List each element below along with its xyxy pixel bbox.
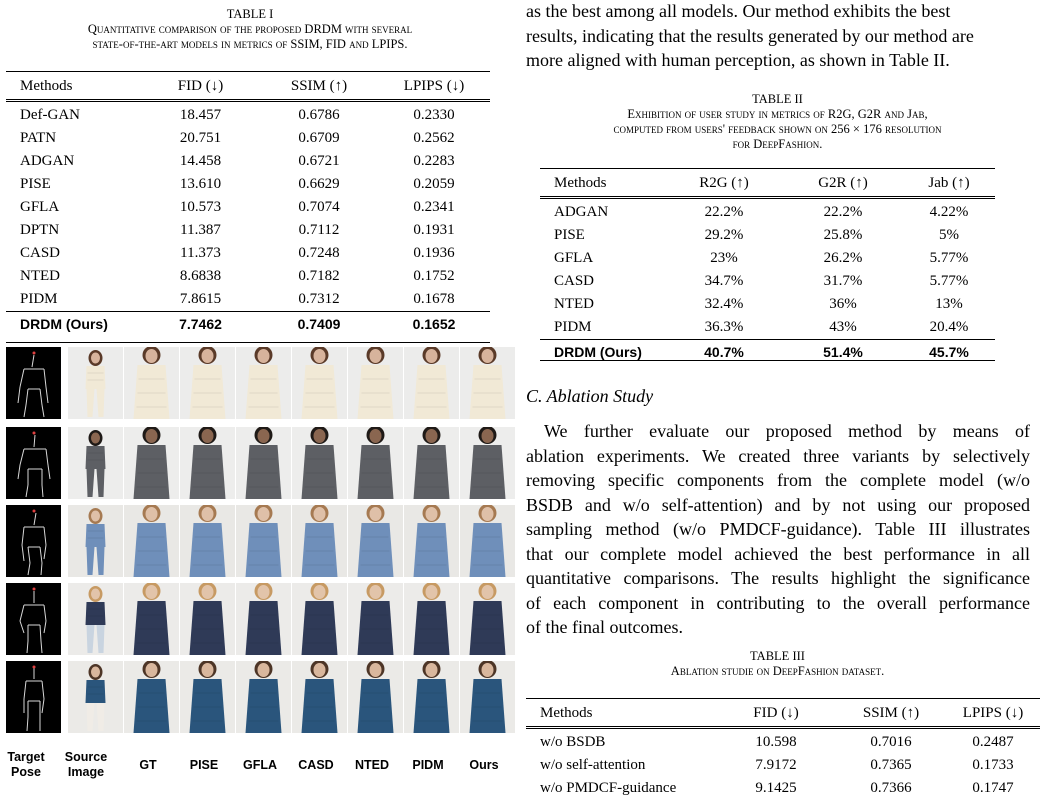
generated-person-image	[460, 347, 515, 419]
table-row	[6, 101, 490, 128]
generated-person-image	[404, 583, 459, 655]
metric-value: 5.77%	[929, 250, 969, 266]
table1-caption	[0, 7, 500, 52]
generated-person-image	[180, 583, 235, 655]
metric-value: 0.1931	[413, 222, 455, 238]
target-pose-image	[6, 427, 61, 499]
table3	[526, 701, 1040, 800]
table2	[540, 171, 995, 363]
figure-label: GT	[139, 758, 157, 772]
target-pose-image	[6, 583, 61, 655]
table3-header-0: Methods	[526, 701, 716, 728]
generated-person-image	[292, 347, 347, 419]
intro-line-2: results, indicating that the results generated by our method are	[526, 25, 974, 46]
metric-value: 0.7409	[260, 312, 378, 336]
table3-caption	[520, 649, 1035, 679]
section-heading: C. Ablation Study	[526, 386, 654, 406]
method-name: PISE	[20, 176, 51, 192]
figure-label: CASD	[298, 758, 334, 772]
metric-value: 32.4%	[704, 296, 744, 312]
metric-value: 34.7%	[704, 273, 744, 289]
generated-person-image	[292, 427, 347, 499]
generated-person-image	[460, 505, 515, 577]
metric-value: 11.373	[180, 245, 221, 261]
metric-value: 7.7462	[141, 312, 260, 336]
ablation-line: that our complete model achieved the best performance in all	[526, 543, 1030, 564]
generated-person-image	[460, 427, 515, 499]
generated-person-image	[124, 505, 179, 577]
ablation-line: sampling method (w/o PMDCF-guidance). Table III illustrates	[526, 519, 1030, 539]
figure-label: PIDM	[412, 758, 444, 772]
table2-caption	[520, 92, 1035, 152]
table2-header-1: R2G (↑)	[665, 171, 783, 198]
generated-person-image	[292, 505, 347, 577]
intro-line-3: more aligned with human perception, as shown in Table II.	[526, 50, 950, 70]
metric-value: 11.387	[180, 222, 221, 238]
table-row	[6, 173, 490, 196]
generated-person-image	[180, 661, 235, 733]
table-row	[6, 265, 490, 288]
method-name: CASD	[20, 245, 61, 261]
table2-caption-line3: for DeepFashion.	[732, 137, 823, 151]
table2-label: TABLE II	[752, 92, 803, 106]
table1-label: TABLE I	[226, 7, 274, 21]
method-name: DRDM (Ours)	[540, 340, 665, 364]
metric-value: 13.610	[179, 176, 222, 192]
generated-person-image	[348, 661, 403, 733]
table-row	[540, 293, 995, 316]
generated-person-image	[180, 505, 235, 577]
generated-person-image	[180, 347, 235, 419]
table2-bottom-rule	[540, 360, 995, 361]
metric-value: 10.598	[755, 734, 797, 750]
method-name: PIDM	[20, 291, 58, 307]
table3-caption-line1: Ablation studie on DeepFashion dataset.	[670, 664, 885, 678]
method-name: DRDM (Ours)	[6, 312, 141, 336]
method-name: CASD	[554, 273, 595, 289]
metric-value: 13%	[935, 296, 963, 312]
method-name: DPTN	[20, 222, 60, 238]
metric-value: 0.6786	[298, 107, 340, 123]
ablation-line: removing specific components from the complete model (w/o	[526, 470, 1030, 490]
generated-person-image	[460, 583, 515, 655]
metric-value: 5.77%	[929, 273, 969, 289]
metric-value: 0.7248	[298, 245, 340, 261]
metric-value: 0.2562	[413, 130, 455, 146]
generated-person-image	[348, 505, 403, 577]
method-name: w/o BSDB	[540, 734, 606, 750]
source-image	[68, 583, 123, 655]
metric-value: 10.573	[179, 199, 222, 215]
method-name: PIDM	[554, 319, 592, 335]
generated-person-image	[348, 583, 403, 655]
table-row	[540, 247, 995, 270]
method-name: NTED	[20, 268, 60, 284]
figure-label: Ours	[469, 758, 499, 772]
table1-bottom-rule	[6, 342, 490, 343]
method-name: ADGAN	[554, 204, 609, 220]
generated-person-image	[124, 347, 179, 419]
metric-value: 14.458	[179, 153, 222, 169]
table2-header-row	[540, 171, 995, 198]
table-row	[6, 242, 490, 265]
metric-value: 51.4%	[783, 340, 903, 364]
table-row	[6, 127, 490, 150]
metric-value: 0.2330	[413, 107, 455, 123]
metric-value: 7.9172	[755, 757, 797, 773]
table2-caption-line1: Exhibition of user study in metrics of R2G, G2R and Jab,	[627, 107, 928, 121]
generated-person-image	[404, 661, 459, 733]
target-pose-image	[6, 661, 61, 733]
metric-value: 45.7%	[903, 340, 995, 364]
table1	[6, 74, 490, 335]
table2-header-0: Methods	[540, 171, 665, 198]
method-name: PATN	[20, 130, 57, 146]
metric-value: 18.457	[179, 107, 222, 123]
generated-person-image	[236, 427, 291, 499]
generated-person-image	[180, 427, 235, 499]
table-row	[6, 196, 490, 219]
table3-header-row	[526, 701, 1040, 728]
table1-header-0: Methods	[6, 74, 141, 101]
ablation-paragraph	[526, 419, 1030, 640]
metric-value: 4.22%	[929, 204, 969, 220]
source-image	[68, 427, 123, 499]
table1-caption-line1: Quantitative comparison of the proposed DRDM with several	[87, 22, 413, 36]
table1-header-row	[6, 74, 490, 101]
table2-top-rule	[540, 168, 995, 169]
figure-label: PISE	[189, 758, 219, 772]
table3-top-rule	[526, 698, 1040, 699]
metric-value: 23%	[710, 250, 738, 266]
metric-value: 0.7312	[298, 291, 340, 307]
metric-value: 0.7366	[870, 780, 912, 796]
target-pose-image	[6, 505, 61, 577]
table-row	[6, 288, 490, 312]
table-row	[526, 754, 1040, 777]
ablation-line: ablation experiments. We created three variants by selectively	[526, 445, 1030, 466]
generated-person-image	[124, 583, 179, 655]
metric-value: 25.8%	[823, 227, 863, 243]
method-name: NTED	[554, 296, 594, 312]
table3-header-3: LPIPS (↓)	[946, 701, 1040, 728]
method-name: GFLA	[20, 199, 60, 215]
intro-line-1: as the best among all models. Our method exhibits the best	[526, 1, 951, 21]
table-row	[526, 777, 1040, 800]
table-row	[540, 224, 995, 247]
metric-value: 29.2%	[704, 227, 744, 243]
generated-person-image	[292, 661, 347, 733]
method-name: GFLA	[554, 250, 594, 266]
table-row	[6, 150, 490, 173]
generated-person-image	[236, 347, 291, 419]
metric-value: 0.2059	[413, 176, 455, 192]
ablation-line: We further evaluate our proposed method by means of	[544, 421, 1030, 441]
metric-value: 9.1425	[755, 780, 797, 796]
table1-header-2: SSIM (↑)	[260, 74, 378, 101]
metric-value: 0.7016	[870, 734, 912, 750]
ablation-line: quantitative comparisons. The results highlight the significance	[526, 568, 1030, 588]
metric-value: 0.6721	[298, 153, 340, 169]
generated-person-image	[460, 661, 515, 733]
generated-person-image	[236, 661, 291, 733]
table1-header-3: LPIPS (↓)	[378, 74, 490, 101]
table1-header-1: FID (↓)	[141, 74, 260, 101]
table-row	[526, 728, 1040, 755]
metric-value: 26.2%	[823, 250, 863, 266]
target-pose-image	[6, 347, 61, 419]
metric-value: 0.6709	[298, 130, 340, 146]
metric-value: 0.1747	[972, 780, 1014, 796]
figure-label: Source Image	[64, 750, 108, 779]
table1-top-rule	[6, 71, 490, 72]
figure-label: NTED	[354, 758, 390, 772]
table-row	[540, 316, 995, 340]
table3-label: TABLE III	[750, 649, 805, 663]
metric-value: 20.4%	[929, 319, 969, 335]
table3-header-1: FID (↓)	[716, 701, 836, 728]
method-name: w/o self-attention	[540, 757, 646, 773]
generated-person-image	[124, 661, 179, 733]
metric-value: 20.751	[179, 130, 222, 146]
metric-value: 8.6838	[179, 268, 222, 284]
table3-header-2: SSIM (↑)	[836, 701, 946, 728]
metric-value: 0.1752	[413, 268, 455, 284]
table2-caption-line2: computed from users' feedback shown on 256 × 176 resolution	[613, 122, 942, 136]
metric-value: 40.7%	[665, 340, 783, 364]
metric-value: 0.7112	[298, 222, 340, 238]
method-name: PISE	[554, 227, 585, 243]
metric-value: 43%	[829, 319, 857, 335]
metric-value: 22.2%	[823, 204, 863, 220]
generated-person-image	[404, 427, 459, 499]
ablation-line: of the final outcomes.	[526, 617, 683, 637]
metric-value: 0.1678	[413, 291, 455, 307]
metric-value: 0.2341	[413, 199, 455, 215]
source-image	[68, 347, 123, 419]
ablation-line: of each component in contributing to the overall performance	[526, 592, 1030, 613]
intro-paragraph	[526, 0, 1030, 73]
table-row	[540, 198, 995, 225]
table2-header-2: G2R (↑)	[783, 171, 903, 198]
source-image	[68, 661, 123, 733]
metric-value: 0.7182	[298, 268, 340, 284]
metric-value: 0.7365	[870, 757, 912, 773]
generated-person-image	[292, 583, 347, 655]
metric-value: 0.2283	[413, 153, 455, 169]
generated-person-image	[124, 427, 179, 499]
table2-header-3: Jab (↑)	[903, 171, 995, 198]
method-name: Def-GAN	[20, 107, 80, 123]
generated-person-image	[236, 505, 291, 577]
metric-value: 0.1733	[972, 757, 1014, 773]
ablation-line: BSDB and w/o self-attention) and by not using our proposed	[526, 494, 1030, 515]
metric-value: 0.1936	[413, 245, 455, 261]
source-image	[68, 505, 123, 577]
metric-value: 22.2%	[704, 204, 744, 220]
metric-value: 0.7074	[298, 199, 340, 215]
best-row	[6, 312, 490, 336]
generated-person-image	[348, 347, 403, 419]
generated-person-image	[348, 427, 403, 499]
method-name: w/o PMDCF-guidance	[540, 780, 677, 796]
generated-person-image	[404, 347, 459, 419]
metric-value: 5%	[939, 227, 959, 243]
metric-value: 0.1652	[378, 312, 490, 336]
table-row	[540, 270, 995, 293]
table1-caption-line2: state-of-the-art models in metrics of SSIM, FID and LPIPS.	[92, 37, 408, 51]
method-name: ADGAN	[20, 153, 75, 169]
metric-value: 0.6629	[298, 176, 340, 192]
metric-value: 36%	[829, 296, 857, 312]
generated-person-image	[236, 583, 291, 655]
metric-value: 31.7%	[823, 273, 863, 289]
metric-value: 7.8615	[179, 291, 222, 307]
generated-person-image	[404, 505, 459, 577]
figure-label: GFLA	[242, 758, 278, 772]
metric-value: 36.3%	[704, 319, 744, 335]
figure-label: Target Pose	[7, 750, 45, 779]
table-row	[6, 219, 490, 242]
metric-value: 0.2487	[972, 734, 1014, 750]
